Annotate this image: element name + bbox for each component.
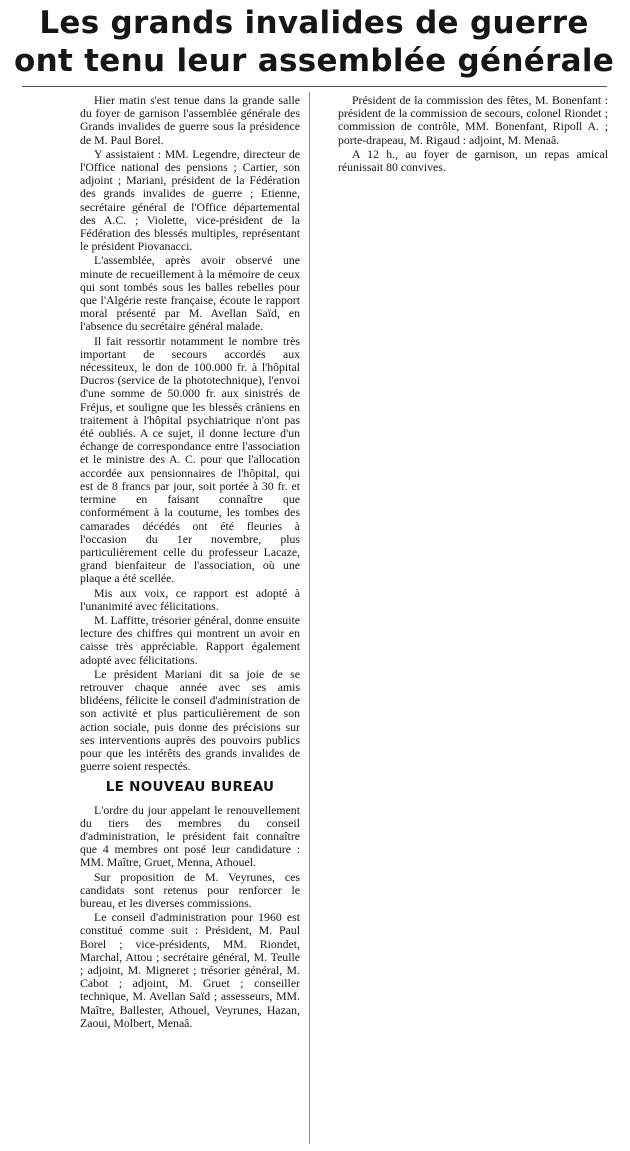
- paragraph: Hier matin s'est tenue dans la grande salle du foyer de garnison l'assemblée générale des Grands invalides de guerre sous la présidence de M. Paul Borel.: [80, 93, 300, 147]
- paragraph: A 12 h., au foyer de garnison, un repas amical réunissait 80 convives.: [338, 146, 608, 175]
- headline-rule: [22, 86, 607, 87]
- paragraph: Le président Mariani dit sa joie de se retrouver chaque année avec ses amis blidéens, félicite le conseil d'administration de son activité et plus particulièrement de son action sociale, puis donne des précisions sur ses interventions auprès des pouvoirs publics pour que les intérêts des grands invalides de guerre soient respectés.: [80, 666, 300, 774]
- paragraph: Sur proposition de M. Veyrunes, ces candidats sont retenus pour renforcer le bureau, et les diverses commissions.: [80, 869, 300, 910]
- paragraph: L'ordre du jour appelant le renouvellement du tiers des membres du conseil d'administration, le président fait connaître que 4 membres ont posé leur candidature : MM. Maître, Gruet, Menna, Athouel.: [80, 802, 300, 870]
- paragraph: Il fait ressortir notamment le nombre très important de secours accordés aux nécessiteux, le don de 100.000 fr. à l'hôpital Ducros (service de la phototechnique), l'envoi d'une somme de 50.000 fr. aux sinistrés de Fréjus, et souligne que les blessés crâniens en traitement à l'hôpital psychiatrique n'ont pas été oubliés. A ce sujet, il donne lecture d'un échange de correspondance entre l'association et le ministre des A. C. pour que l'allocation accordée aux pensionnaires de l'hôpital, qui est de 8 francs par jour, soit portée à 30 fr. et termine en faisant connaître que conformément à la coutume, les tombes des camarades décédés ont été fleuries à l'occasion du 1er novembre, plus particulièrement celle du professeur Lacaze, grand bienfaiteur de l'association, où une plaque a été scellée.: [80, 333, 300, 586]
- headline-line-1: Les grands invalides de guerre: [39, 5, 589, 41]
- paragraph: Mis aux voix, ce rapport est adopté à l'unanimité avec félicitations.: [80, 585, 300, 613]
- article-headline: [14, 4, 614, 80]
- column-divider: [309, 92, 310, 1144]
- paragraph: Y assistaient : MM. Legendre, directeur de l'Office national des pensions ; Cartier, son adjoint ; Mariani, président de la Fédération des grands invalides de guerre ; Etienne, secrétaire général de l'Office départemental des A.C. ; Violette, vice-président de la Fédération des blessés multiples, représentant le président Piovanacci.: [80, 146, 300, 254]
- paragraph: Le conseil d'administration pour 1960 est constitué comme suit : Président, M. Paul Borel ; vice-présidents, MM. Riondet, Marchal, Attou ; secrétaire général, M. Teulle ; adjoint, M. Migneret ; trésorier général, M. Cabot ; adjoint, M. Gruet ; conseiller technique, M. Avellan Saïd ; assesseurs, MM. Maître, Ballester, Athouel, Veyrunes, Hazan, Zaoui, Molbert, Menaâ.: [80, 910, 300, 1030]
- article-column-left: [80, 94, 300, 1031]
- paragraph: M. Laffitte, trésorier général, donne ensuite lecture des chiffres qui montrent un avoir en caisse très appréciable. Rapport également adopté avec félicitations.: [80, 612, 300, 667]
- headline-line-2: ont tenu leur assemblée générale: [14, 43, 615, 79]
- section-subheading: LE NOUVEAU BUREAU: [105, 779, 275, 796]
- article-column-right: [338, 94, 608, 175]
- paragraph: L'assemblée, après avoir observé une minute de recueillement à la mémoire de ceux qui sont tombés sous les balles rebelles pour que l'Algérie reste française, écoute le rapport moral présenté par M. Avellan Saïd, en l'absence du secrétaire général malade.: [80, 253, 300, 334]
- paragraph: Président de la commission des fêtes, M. Bonenfant : président de la commission de secours, colonel Riondet ; commission de contrôle, MM. Bonenfant, Ripoll A. ; porte-drapeau, M. Rigaud : adjoint, M. Menaâ.: [338, 93, 608, 147]
